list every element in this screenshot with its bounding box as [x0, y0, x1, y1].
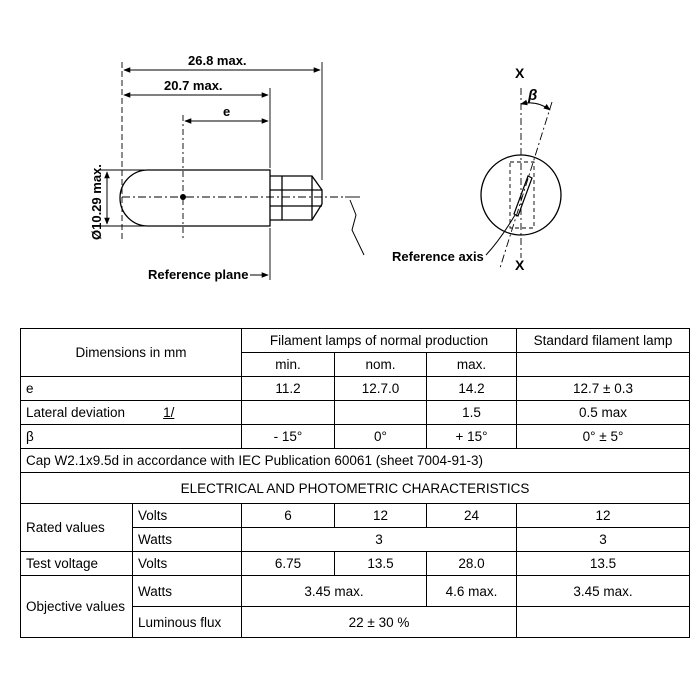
row-test-voltage [21, 552, 690, 576]
objective-values-label: Objective values [21, 576, 133, 638]
objective-watts-b: 4.6 max. [427, 576, 517, 607]
electrical-header: ELECTRICAL AND PHOTOMETRIC CHARACTERISTICS [21, 473, 690, 504]
row-beta-max: + 15° [427, 425, 517, 449]
row-e-std: 12.7 ± 0.3 [517, 377, 690, 401]
row-e-label: e [21, 377, 242, 401]
row-lateral-note: 1/ [163, 405, 175, 420]
row-lateral [21, 401, 690, 425]
row-rated-volts [21, 504, 690, 528]
normal-production-header: Filament lamps of normal production [242, 329, 517, 353]
dim-e-label: e [223, 104, 231, 119]
rated-values-label: Rated values [21, 504, 133, 552]
col-nom-header: nom. [335, 353, 427, 377]
row-objective-watts [21, 576, 690, 607]
rated-volts-12: 12 [335, 504, 427, 528]
rated-watts-label: Watts [133, 528, 242, 552]
col-max-header: max. [427, 353, 517, 377]
test-volts-12: 13.5 [335, 552, 427, 576]
row-lateral-std: 0.5 max [517, 401, 690, 425]
specification-table [20, 328, 690, 638]
row-lateral-nom [335, 401, 427, 425]
axis-x-top-label: X [515, 65, 525, 81]
dim-diameter-label: Ø10.29 max. [89, 164, 104, 240]
row-e [21, 377, 690, 401]
dim-bulb-label: 20.7 max. [164, 78, 223, 93]
axis-x-bottom-label: X [515, 257, 525, 273]
luminous-flux-value: 22 ± 30 % [242, 607, 517, 638]
rated-volts-label: Volts [133, 504, 242, 528]
row-cap [21, 449, 690, 473]
test-volts-24: 28.0 [427, 552, 517, 576]
row-lateral-min [242, 401, 335, 425]
reference-axis-label: Reference axis [392, 249, 484, 264]
row-beta-min: - 15° [242, 425, 335, 449]
row-lateral-label-cell [21, 401, 242, 425]
row-e-nom: 12.7.0 [335, 377, 427, 401]
header-row-1 [21, 329, 690, 353]
reference-plane-label: Reference plane [148, 267, 249, 282]
cap-text: Cap W2.1x9.5d in accordance with IEC Publication 60061 (sheet 7004-91-3) [21, 449, 690, 473]
objective-watts-label: Watts [133, 576, 242, 607]
lamp-cap-outline [270, 176, 322, 220]
row-lateral-max: 1.5 [427, 401, 517, 425]
row-beta [21, 425, 690, 449]
rated-volts-24: 24 [427, 504, 517, 528]
row-e-max: 14.2 [427, 377, 517, 401]
dim-overall-label: 26.8 max. [188, 53, 247, 68]
lamp-side-view [120, 170, 322, 226]
angle-beta-label: β [528, 87, 538, 104]
luminous-flux-std-empty [517, 607, 690, 638]
objective-watts-std: 3.45 max. [517, 576, 690, 607]
luminous-flux-label: Luminous flux [133, 607, 242, 638]
row-electrical-header [21, 473, 690, 504]
rated-volts-std: 12 [517, 504, 690, 528]
row-beta-std: 0° ± 5° [517, 425, 690, 449]
row-beta-nom: 0° [335, 425, 427, 449]
row-e-min: 11.2 [242, 377, 335, 401]
dimensions-header: Dimensions in mm [21, 329, 242, 377]
rated-volts-6: 6 [242, 504, 335, 528]
test-volts-std: 13.5 [517, 552, 690, 576]
row-lateral-label: Lateral deviation [26, 405, 126, 420]
col-std-empty [517, 353, 690, 377]
lamp-technical-drawing [0, 0, 700, 320]
test-volts-label: Volts [133, 552, 242, 576]
row-beta-label: β [21, 425, 242, 449]
col-min-header: min. [242, 353, 335, 377]
lamp-bulb-outline [120, 170, 270, 226]
test-voltage-label: Test voltage [21, 552, 133, 576]
rated-watts-value: 3 [242, 528, 517, 552]
standard-lamp-header: Standard filament lamp [517, 329, 690, 353]
rated-watts-std: 3 [517, 528, 690, 552]
test-volts-6: 6.75 [242, 552, 335, 576]
objective-watts-a: 3.45 max. [242, 576, 427, 607]
lamp-end-view [481, 88, 561, 268]
